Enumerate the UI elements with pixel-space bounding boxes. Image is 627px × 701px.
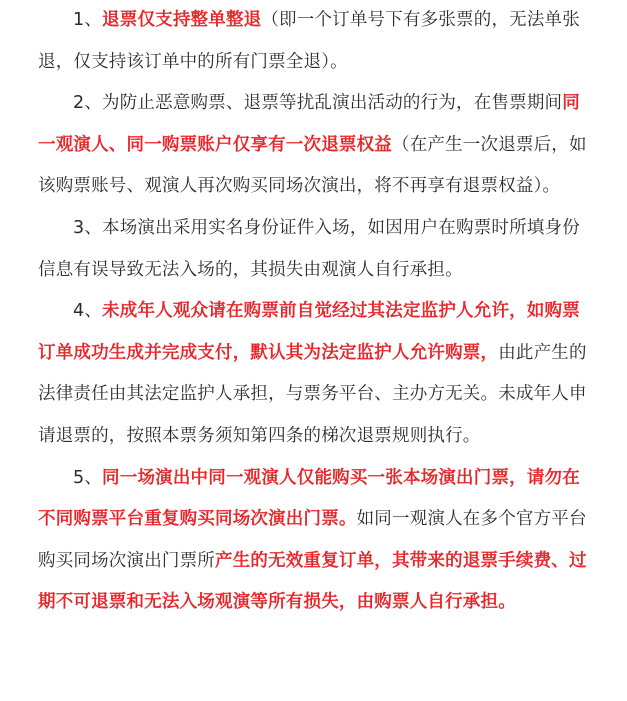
notice-paragraph-1: [38, 0, 595, 83]
notice-paragraph-5: [38, 458, 595, 624]
paragraph-5-highlight: 同一场演出中同一观演人仅能购买一张本场演出门票，请勿在不同购票平台重复购买同场次演出门票。: [38, 467, 580, 530]
paragraph-2-text: 2、为防止恶意购票、退票等扰乱演出活动的行为，在售票期间: [73, 93, 563, 114]
paragraph-5-highlight: 产生的无效重复订单，其带来的退票手续费、过期不可退票和无法入场观演等所有损失，由购票人自行承担。: [38, 550, 587, 613]
paragraph-1-highlight: 退票仅支持整单整退: [102, 10, 262, 30]
paragraph-2-highlight: 同一观演人、同一购票账户仅享有一次退票权益: [38, 93, 580, 155]
paragraph-4-highlight: 未成年人观众请在购票前自觉经过其法定监护人允许，如购票订单成功生成并完成支付，默认其为法定监护人允许购票，: [38, 301, 580, 363]
paragraph-5-text: 如同一观演人在多个官方平台购买同场次演出门票所: [38, 509, 587, 571]
paragraph-5-text: 5、: [73, 467, 103, 488]
paragraph-4-text: 4、: [73, 301, 103, 322]
notice-paragraph-2: [38, 83, 595, 208]
paragraph-2-text: （在产生一次退票后，如该购票账号、观演人再次购买同场次演出，将不再享有退票权益）。: [38, 134, 587, 197]
paragraph-3-text: 3、本场演出采用实名身份证件入场，如因用户在购票时所填身份信息有误导致无法入场的，其损失由观演人自行承担。: [38, 217, 580, 280]
notice-paragraph-4: [38, 291, 595, 457]
paragraph-4-text: 由此产生的法律责任由其法定监护人承担，与票务平台、主办方无关。未成年人申请退票的，按照本票务须知第四条的梯次退票规则执行。: [38, 342, 587, 446]
notice-paragraph-3: [38, 208, 595, 291]
paragraph-1-text: （即一个订单号下有多张票的，无法单张退，仅支持该订单中的所有门票全退）。: [38, 10, 580, 72]
paragraph-1-text: 1、: [73, 10, 103, 30]
